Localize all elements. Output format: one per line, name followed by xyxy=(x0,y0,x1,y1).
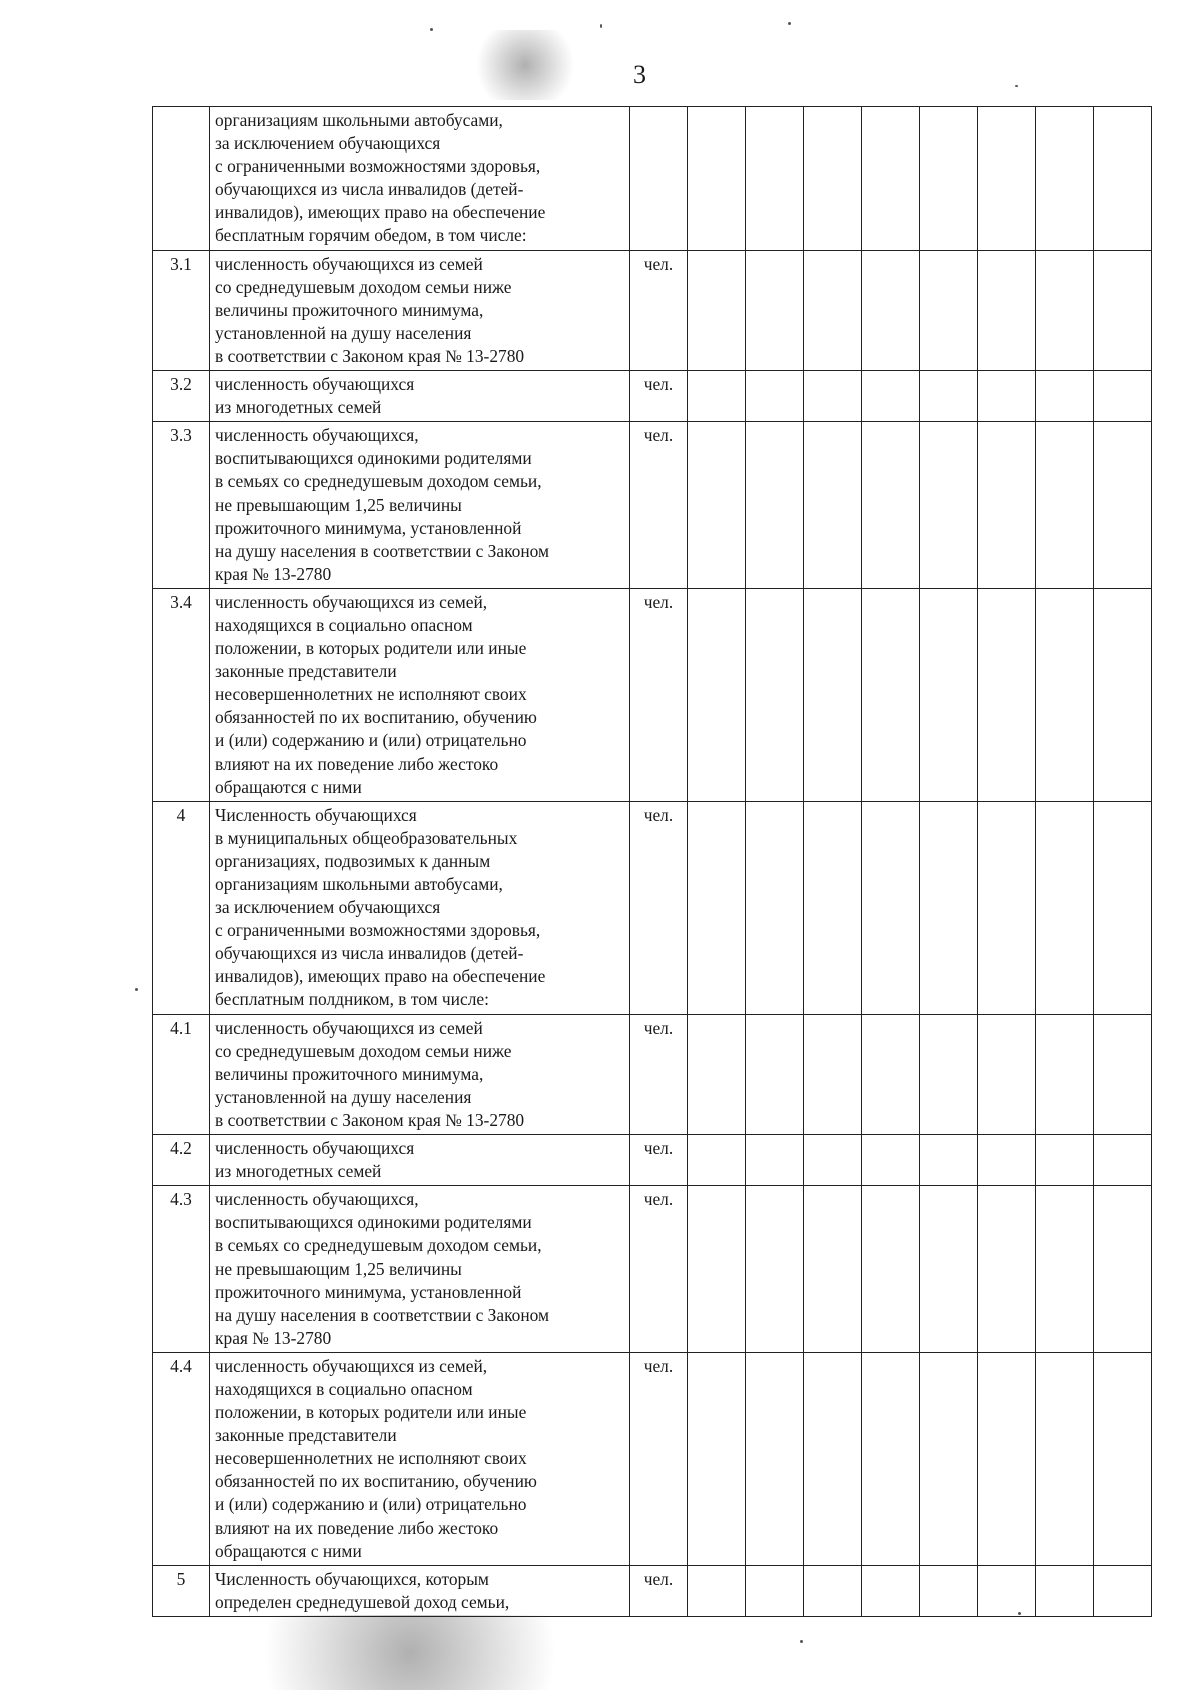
row-number-cell: 3.3 xyxy=(153,422,210,589)
table-row xyxy=(153,371,1152,422)
empty-value-cell xyxy=(803,801,861,1014)
empty-value-cell xyxy=(745,107,803,251)
empty-value-cell xyxy=(745,1352,803,1565)
empty-value-cell xyxy=(1035,1565,1093,1616)
report-table-body xyxy=(153,107,1152,1617)
unit-cell: чел. xyxy=(630,1135,687,1186)
description-line: положении, в которых родители или иные xyxy=(215,638,527,659)
row-description-cell xyxy=(210,1014,630,1134)
description-line: с ограниченными возможностями здоровья, xyxy=(215,156,541,177)
empty-value-cell xyxy=(919,1352,977,1565)
description-line: в семьях со среднедушевым доходом семьи, xyxy=(215,471,542,492)
empty-value-cell xyxy=(919,801,977,1014)
empty-value-cell xyxy=(977,1014,1035,1134)
table-row xyxy=(153,1352,1152,1565)
empty-value-cell xyxy=(1035,371,1093,422)
empty-value-cell xyxy=(1093,371,1151,422)
empty-value-cell xyxy=(977,107,1035,251)
empty-value-cell xyxy=(861,371,919,422)
empty-value-cell xyxy=(977,1565,1035,1616)
empty-value-cell xyxy=(919,1014,977,1134)
empty-value-cell xyxy=(803,588,861,801)
description-line: на душу населения в соответствии с Законом xyxy=(215,1304,550,1325)
description-line: несовершеннолетних не исполняют своих xyxy=(215,684,527,705)
description-line: в муниципальных общеобразовательных xyxy=(215,827,518,848)
empty-value-cell xyxy=(977,371,1035,422)
empty-value-cell xyxy=(803,107,861,251)
description-line: установленной на душу населения xyxy=(215,1086,472,1107)
description-line: численность обучающихся, xyxy=(215,425,419,446)
empty-value-cell xyxy=(687,1565,745,1616)
row-number-cell: 4.4 xyxy=(153,1352,210,1565)
description-line: прожиточного минимума, установленной xyxy=(215,517,522,538)
empty-value-cell xyxy=(977,422,1035,589)
description-line: на душу населения в соответствии с Законом xyxy=(215,540,550,561)
empty-value-cell xyxy=(803,1565,861,1616)
description-line: Численность обучающихся xyxy=(215,804,417,825)
scan-speck xyxy=(430,28,433,31)
description-line: обращаются с ними xyxy=(215,1540,362,1561)
row-number-cell: 4.3 xyxy=(153,1186,210,1353)
description-line: в семьях со среднедушевым доходом семьи, xyxy=(215,1235,542,1256)
description-line: численность обучающихся из семей xyxy=(215,1017,483,1038)
empty-value-cell xyxy=(687,371,745,422)
scan-speck xyxy=(600,24,602,28)
description-line: несовершеннолетних не исполняют своих xyxy=(215,1448,527,1469)
empty-value-cell xyxy=(745,422,803,589)
report-table xyxy=(152,106,1152,1617)
description-line: организациях, подвозимых к данным xyxy=(215,850,491,871)
empty-value-cell xyxy=(687,1014,745,1134)
empty-value-cell xyxy=(1093,801,1151,1014)
row-description-cell xyxy=(210,801,630,1014)
description-line: Численность обучающихся, которым xyxy=(215,1568,489,1589)
row-description-cell xyxy=(210,1565,630,1616)
row-number-cell: 3.2 xyxy=(153,371,210,422)
empty-value-cell xyxy=(687,1186,745,1353)
empty-value-cell xyxy=(745,250,803,370)
table-row xyxy=(153,1565,1152,1616)
table-row xyxy=(153,250,1152,370)
description-line: законные представители xyxy=(215,1425,397,1446)
description-line: находящихся в социально опасном xyxy=(215,1378,473,1399)
empty-value-cell xyxy=(919,1186,977,1353)
description-line: находящихся в социально опасном xyxy=(215,614,473,635)
empty-value-cell xyxy=(861,801,919,1014)
empty-value-cell xyxy=(687,801,745,1014)
empty-value-cell xyxy=(1093,588,1151,801)
description-line: численность обучающихся из семей, xyxy=(215,591,488,612)
empty-value-cell xyxy=(745,1014,803,1134)
description-line: обязанностей по их воспитанию, обучению xyxy=(215,1471,537,1492)
description-line: установленной на душу населения xyxy=(215,322,472,343)
empty-value-cell xyxy=(861,1565,919,1616)
description-line: края № 13-2780 xyxy=(215,1327,332,1348)
description-line: воспитывающихся одинокими родителями xyxy=(215,448,532,469)
description-line: численность обучающихся из семей xyxy=(215,253,483,274)
empty-value-cell xyxy=(745,588,803,801)
empty-value-cell xyxy=(861,107,919,251)
empty-value-cell xyxy=(687,1352,745,1565)
empty-value-cell xyxy=(861,250,919,370)
description-line: величины прожиточного минимума, xyxy=(215,1063,484,1084)
description-line: из многодетных семей xyxy=(215,1161,382,1182)
empty-value-cell xyxy=(1035,422,1093,589)
scan-smudge-bottom xyxy=(220,1615,600,1690)
empty-value-cell xyxy=(861,422,919,589)
empty-value-cell xyxy=(745,1565,803,1616)
empty-value-cell xyxy=(1093,422,1151,589)
empty-value-cell xyxy=(1093,1186,1151,1353)
empty-value-cell xyxy=(1035,588,1093,801)
empty-value-cell xyxy=(977,801,1035,1014)
empty-value-cell xyxy=(861,588,919,801)
empty-value-cell xyxy=(1035,1135,1093,1186)
row-description-cell xyxy=(210,107,630,251)
unit-cell: чел. xyxy=(630,422,687,589)
empty-value-cell xyxy=(687,250,745,370)
empty-value-cell xyxy=(1035,250,1093,370)
empty-value-cell xyxy=(861,1135,919,1186)
table-row xyxy=(153,1186,1152,1353)
empty-value-cell xyxy=(977,1352,1035,1565)
scan-speck xyxy=(788,22,791,25)
row-description-cell xyxy=(210,1135,630,1186)
description-line: со среднедушевым доходом семьи ниже xyxy=(215,1040,512,1061)
empty-value-cell xyxy=(745,1135,803,1186)
empty-value-cell xyxy=(977,1135,1035,1186)
empty-value-cell xyxy=(687,1135,745,1186)
description-line: из многодетных семей xyxy=(215,397,382,418)
page-number: 3 xyxy=(633,60,646,89)
scan-smudge-top xyxy=(470,30,580,100)
empty-value-cell xyxy=(687,588,745,801)
row-number-cell: 4.1 xyxy=(153,1014,210,1134)
table-row xyxy=(153,1014,1152,1134)
description-line: не превышающим 1,25 величины xyxy=(215,494,462,515)
empty-value-cell xyxy=(803,422,861,589)
scan-speck xyxy=(1015,85,1018,87)
description-line: и (или) содержанию и (или) отрицательно xyxy=(215,730,527,751)
row-number-cell xyxy=(153,107,210,251)
scan-speck xyxy=(800,1640,803,1643)
description-line: за исключением обучающихся xyxy=(215,897,441,918)
unit-cell: чел. xyxy=(630,1565,687,1616)
unit-cell: чел. xyxy=(630,1186,687,1353)
empty-value-cell xyxy=(803,1186,861,1353)
empty-value-cell xyxy=(1035,107,1093,251)
empty-value-cell xyxy=(745,371,803,422)
empty-value-cell xyxy=(919,107,977,251)
description-line: инвалидов), имеющих право на обеспечение xyxy=(215,966,546,987)
empty-value-cell xyxy=(687,422,745,589)
empty-value-cell xyxy=(861,1186,919,1353)
description-line: с ограниченными возможностями здоровья, xyxy=(215,920,541,941)
description-line: обращаются с ними xyxy=(215,776,362,797)
empty-value-cell xyxy=(1093,1014,1151,1134)
empty-value-cell xyxy=(803,371,861,422)
row-description-cell xyxy=(210,588,630,801)
description-line: влияют на их поведение либо жестоко xyxy=(215,753,499,774)
unit-cell: чел. xyxy=(630,371,687,422)
empty-value-cell xyxy=(919,1565,977,1616)
description-line: определен среднедушевой доход семьи, xyxy=(215,1591,510,1612)
description-line: воспитывающихся одинокими родителями xyxy=(215,1212,532,1233)
empty-value-cell xyxy=(803,1352,861,1565)
row-number-cell: 4 xyxy=(153,801,210,1014)
description-line: законные представители xyxy=(215,661,397,682)
empty-value-cell xyxy=(745,801,803,1014)
empty-value-cell xyxy=(919,250,977,370)
empty-value-cell xyxy=(803,1014,861,1134)
table-row xyxy=(153,107,1152,251)
unit-cell: чел. xyxy=(630,801,687,1014)
description-line: бесплатным полдником, в том числе: xyxy=(215,989,489,1010)
description-line: численность обучающихся, xyxy=(215,1189,419,1210)
row-number-cell: 3.4 xyxy=(153,588,210,801)
description-line: численность обучающихся xyxy=(215,1138,415,1159)
description-line: в соответствии с Законом края № 13-2780 xyxy=(215,345,525,366)
empty-value-cell xyxy=(1035,1186,1093,1353)
table-row xyxy=(153,422,1152,589)
empty-value-cell xyxy=(745,1186,803,1353)
table-row xyxy=(153,1135,1152,1186)
empty-value-cell xyxy=(919,1135,977,1186)
description-line: за исключением обучающихся xyxy=(215,133,441,154)
empty-value-cell xyxy=(1035,1014,1093,1134)
empty-value-cell xyxy=(1093,250,1151,370)
empty-value-cell xyxy=(1093,107,1151,251)
empty-value-cell xyxy=(977,1186,1035,1353)
empty-value-cell xyxy=(1093,1135,1151,1186)
empty-value-cell xyxy=(1093,1352,1151,1565)
row-description-cell xyxy=(210,250,630,370)
empty-value-cell xyxy=(687,107,745,251)
row-description-cell xyxy=(210,1186,630,1353)
description-line: и (или) содержанию и (или) отрицательно xyxy=(215,1494,527,1515)
description-line: инвалидов), имеющих право на обеспечение xyxy=(215,202,546,223)
empty-value-cell xyxy=(1035,801,1093,1014)
empty-value-cell xyxy=(1093,1565,1151,1616)
description-line: со среднедушевым доходом семьи ниже xyxy=(215,276,512,297)
scan-speck xyxy=(135,988,138,991)
table-row xyxy=(153,801,1152,1014)
description-line: не превышающим 1,25 величины xyxy=(215,1258,462,1279)
empty-value-cell xyxy=(861,1352,919,1565)
unit-cell xyxy=(630,107,687,251)
description-line: организациям школьными автобусами, xyxy=(215,874,503,894)
description-line: численность обучающихся из семей, xyxy=(215,1355,488,1376)
table-row xyxy=(153,588,1152,801)
row-description-cell xyxy=(210,1352,630,1565)
empty-value-cell xyxy=(919,371,977,422)
empty-value-cell xyxy=(803,1135,861,1186)
empty-value-cell xyxy=(977,250,1035,370)
empty-value-cell xyxy=(803,250,861,370)
row-description-cell xyxy=(210,371,630,422)
description-line: обучающихся из числа инвалидов (детей- xyxy=(215,179,524,200)
empty-value-cell xyxy=(861,1014,919,1134)
empty-value-cell xyxy=(919,588,977,801)
unit-cell: чел. xyxy=(630,1352,687,1565)
description-line: величины прожиточного минимума, xyxy=(215,299,484,320)
unit-cell: чел. xyxy=(630,250,687,370)
description-line: края № 13-2780 xyxy=(215,563,332,584)
row-number-cell: 3.1 xyxy=(153,250,210,370)
description-line: положении, в которых родители или иные xyxy=(215,1402,527,1423)
row-description-cell xyxy=(210,422,630,589)
empty-value-cell xyxy=(919,422,977,589)
description-line: влияют на их поведение либо жестоко xyxy=(215,1517,499,1538)
unit-cell: чел. xyxy=(630,1014,687,1134)
empty-value-cell xyxy=(1035,1352,1093,1565)
description-line: обучающихся из числа инвалидов (детей- xyxy=(215,943,524,964)
description-line: прожиточного минимума, установленной xyxy=(215,1281,522,1302)
row-number-cell: 5 xyxy=(153,1565,210,1616)
description-line: обязанностей по их воспитанию, обучению xyxy=(215,707,537,728)
unit-cell: чел. xyxy=(630,588,687,801)
description-line: бесплатным горячим обедом, в том числе: xyxy=(215,225,527,246)
description-line: организациям школьными автобусами, xyxy=(215,110,503,130)
row-number-cell: 4.2 xyxy=(153,1135,210,1186)
description-line: в соответствии с Законом края № 13-2780 xyxy=(215,1109,525,1130)
empty-value-cell xyxy=(977,588,1035,801)
description-line: численность обучающихся xyxy=(215,374,415,395)
